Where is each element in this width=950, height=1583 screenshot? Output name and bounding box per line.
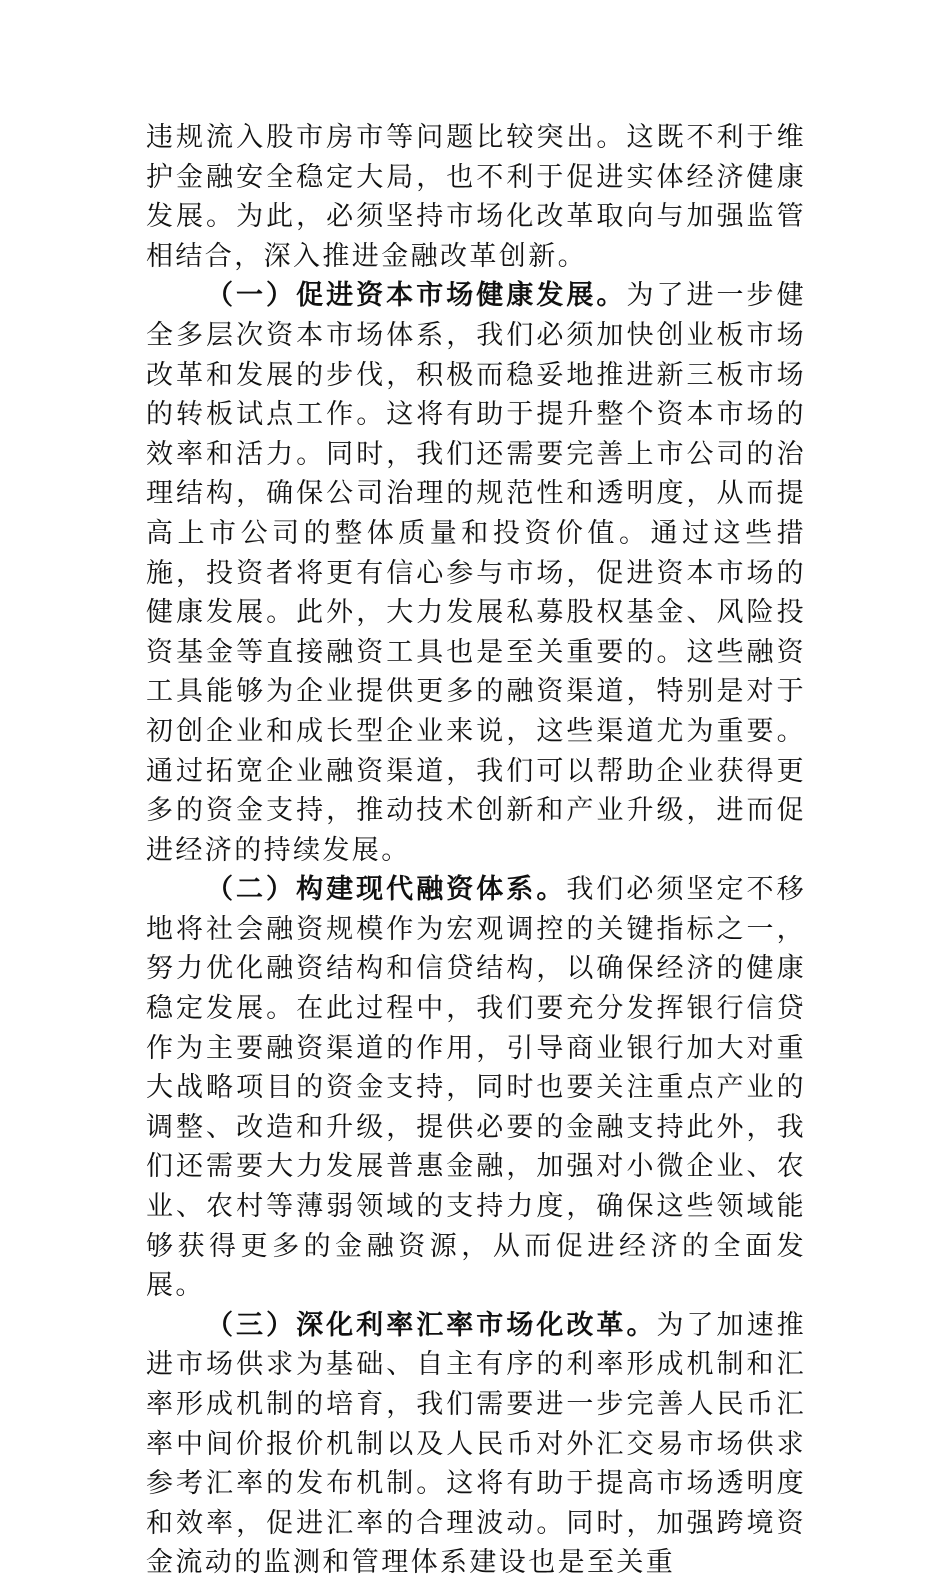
document-body [146,118,806,1583]
paragraph-body: 违规流入股市房市等问题比较突出。这既不利于维护金融安全稳定大局，也不利于促进实体经济健康发展。为此，必须坚持市场化改革取向与加强监管相结合，深入推进金融改革创新。 [146,122,806,272]
paragraph-body: 为了进一步健全多层次资本市场体系，我们必须加快创业板市场改革和发展的步伐，积极而稳妥地推进新三板市场的转板试点工作。这将有助于提升整个资本市场的效率和活力。同时，我们还需要完善上市公司的治理结构，确保公司治理的规范性和透明度，从而提高上市公司的整体质量和投资价值。通过这些措施，投资者将更有信心参与市场，促进资本市场的健康发展。此外，大力发展私募股权基金、风险投资基金等直接融资工具也是至关重要的。这些融资工具能够为企业提供更多的融资渠道，特别是对于初创企业和成长型企业来说，这些渠道尤为重要。通过拓宽企业融资渠道，我们可以帮助企业获得更多的资金支持，推动技术创新和产业升级，进而促进经济的持续发展。 [146,280,806,866]
paragraph-body: 我们必须坚定不移地将社会融资规模作为宏观调控的关键指标之一，努力优化融资结构和信贷结构，以确保经济的健康稳定发展。在此过程中，我们要充分发挥银行信贷作为主要融资渠道的作用，引导商业银行加大对重大战略项目的资金支持，同时也要关注重点产业的调整、改造和升级，提供必要的金融支持此外，我们还需要大力发展普惠金融，加强对小微企业、农业、农村等薄弱领域的支持力度，确保这些领域能够获得更多的金融资源，从而促进经济的全面发展。 [146,874,806,1302]
paragraph-capital-market [146,276,806,870]
paragraph-financing-system [146,870,806,1306]
section-heading-2: （二）构建现代融资体系。 [206,874,567,906]
paragraph-body: 为了加速推进市场供求为基础、自主有序的利率形成机制和汇率形成机制的培育，我们需要进一步完善人民币汇率中间价报价机制以及人民币对外汇交易市场供求参考汇率的发布机制。这将有助于提高市场透明度和效率，促进汇率的合理波动。同时，加强跨境资金流动的监测和管理体系建设也是至关重 [146,1309,807,1579]
paragraph-rate-reform [146,1306,806,1583]
section-heading-1: （一）促进资本市场健康发展。 [206,280,627,312]
paragraph-intro-continued [146,118,806,276]
section-heading-3: （三）深化利率汇率市场化改革。 [206,1309,657,1341]
